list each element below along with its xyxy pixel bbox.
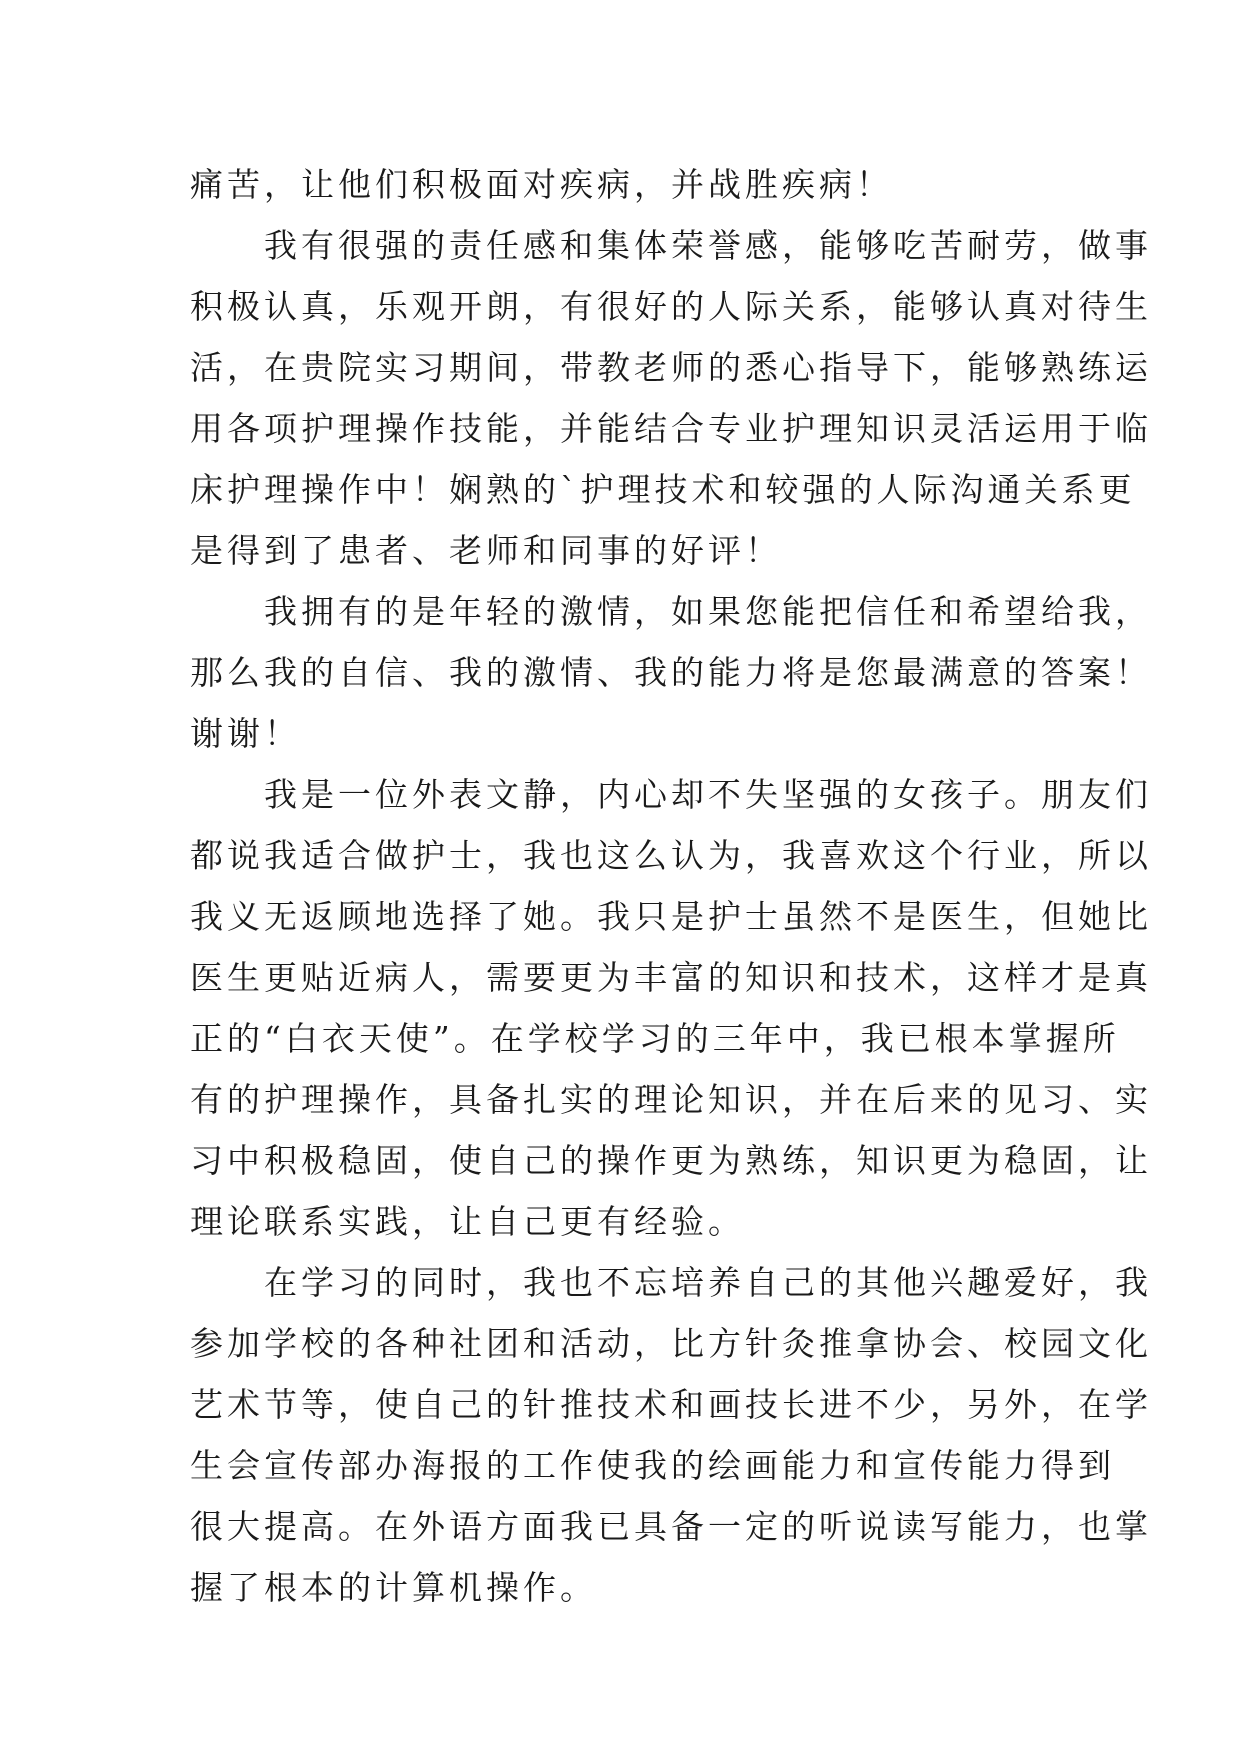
text-line: 都说我适合做护士，我也这么认为，我喜欢这个行业，所以 <box>190 836 1152 875</box>
paragraph-4 <box>190 764 1152 1252</box>
text-line: 艺术节等，使自己的针推技术和画技长进不少，另外，在学 <box>190 1385 1152 1424</box>
text-line: 在学习的同时，我也不忘培养自己的其他兴趣爱好，我 <box>190 1263 1152 1302</box>
text-line: 痛苦，让他们积极面对疾病，并战胜疾病！ <box>190 165 893 204</box>
text-line: 我拥有的是年轻的激情，如果您能把信任和希望给我， <box>190 592 1152 631</box>
paragraph-1 <box>190 154 1056 215</box>
text-line: 积极认真，乐观开朗，有很好的人际关系，能够认真对待生 <box>190 287 1152 326</box>
text-line: 理论联系实践，让自己更有经验。 <box>190 1202 745 1241</box>
text-line: 我义无返顾地选择了她。我只是护士虽然不是医生，但她比 <box>190 897 1152 936</box>
text-line: 床护理操作中！娴熟的`护理技术和较强的人际沟通关系更 <box>190 470 1136 509</box>
text-line: 谢谢！ <box>190 714 301 753</box>
text-line: 那么我的自信、我的激情、我的能力将是您最满意的答案！ <box>190 653 1152 692</box>
text-line: 我有很强的责任感和集体荣誉感，能够吃苦耐劳，做事 <box>190 226 1152 265</box>
text-line: 习中积极稳固，使自己的操作更为熟练，知识更为稳固，让 <box>190 1141 1152 1180</box>
text-line: 我是一位外表文静，内心却不失坚强的女孩子。朋友们 <box>190 775 1152 814</box>
text-line: 很大提高。在外语方面我已具备一定的听说读写能力，也掌 <box>190 1507 1152 1546</box>
document-body <box>190 154 1152 1618</box>
text-line: 活，在贵院实习期间，带教老师的悉心指导下，能够熟练运 <box>190 348 1152 387</box>
text-line: 握了根本的计算机操作。 <box>190 1568 597 1607</box>
text-line: 用各项护理操作技能，并能结合专业护理知识灵活运用于临 <box>190 409 1152 448</box>
text-line: 生会宣传部办海报的工作使我的绘画能力和宣传能力得到 <box>190 1446 1115 1485</box>
text-line: 参加学校的各种社团和活动，比方针灸推拿协会、校园文化 <box>190 1324 1152 1363</box>
paragraph-3 <box>190 581 1152 764</box>
paragraph-2 <box>190 215 1152 581</box>
text-line: 有的护理操作，具备扎实的理论知识，并在后来的见习、实 <box>190 1080 1152 1119</box>
paragraph-5 <box>190 1252 1152 1618</box>
text-line: 医生更贴近病人，需要更为丰富的知识和技术，这样才是真 <box>190 958 1152 997</box>
text-line: 是得到了患者、老师和同事的好评！ <box>190 531 782 570</box>
text-line: 正的“白衣天使”。在学校学习的三年中，我已根本掌握所 <box>190 1019 1120 1058</box>
